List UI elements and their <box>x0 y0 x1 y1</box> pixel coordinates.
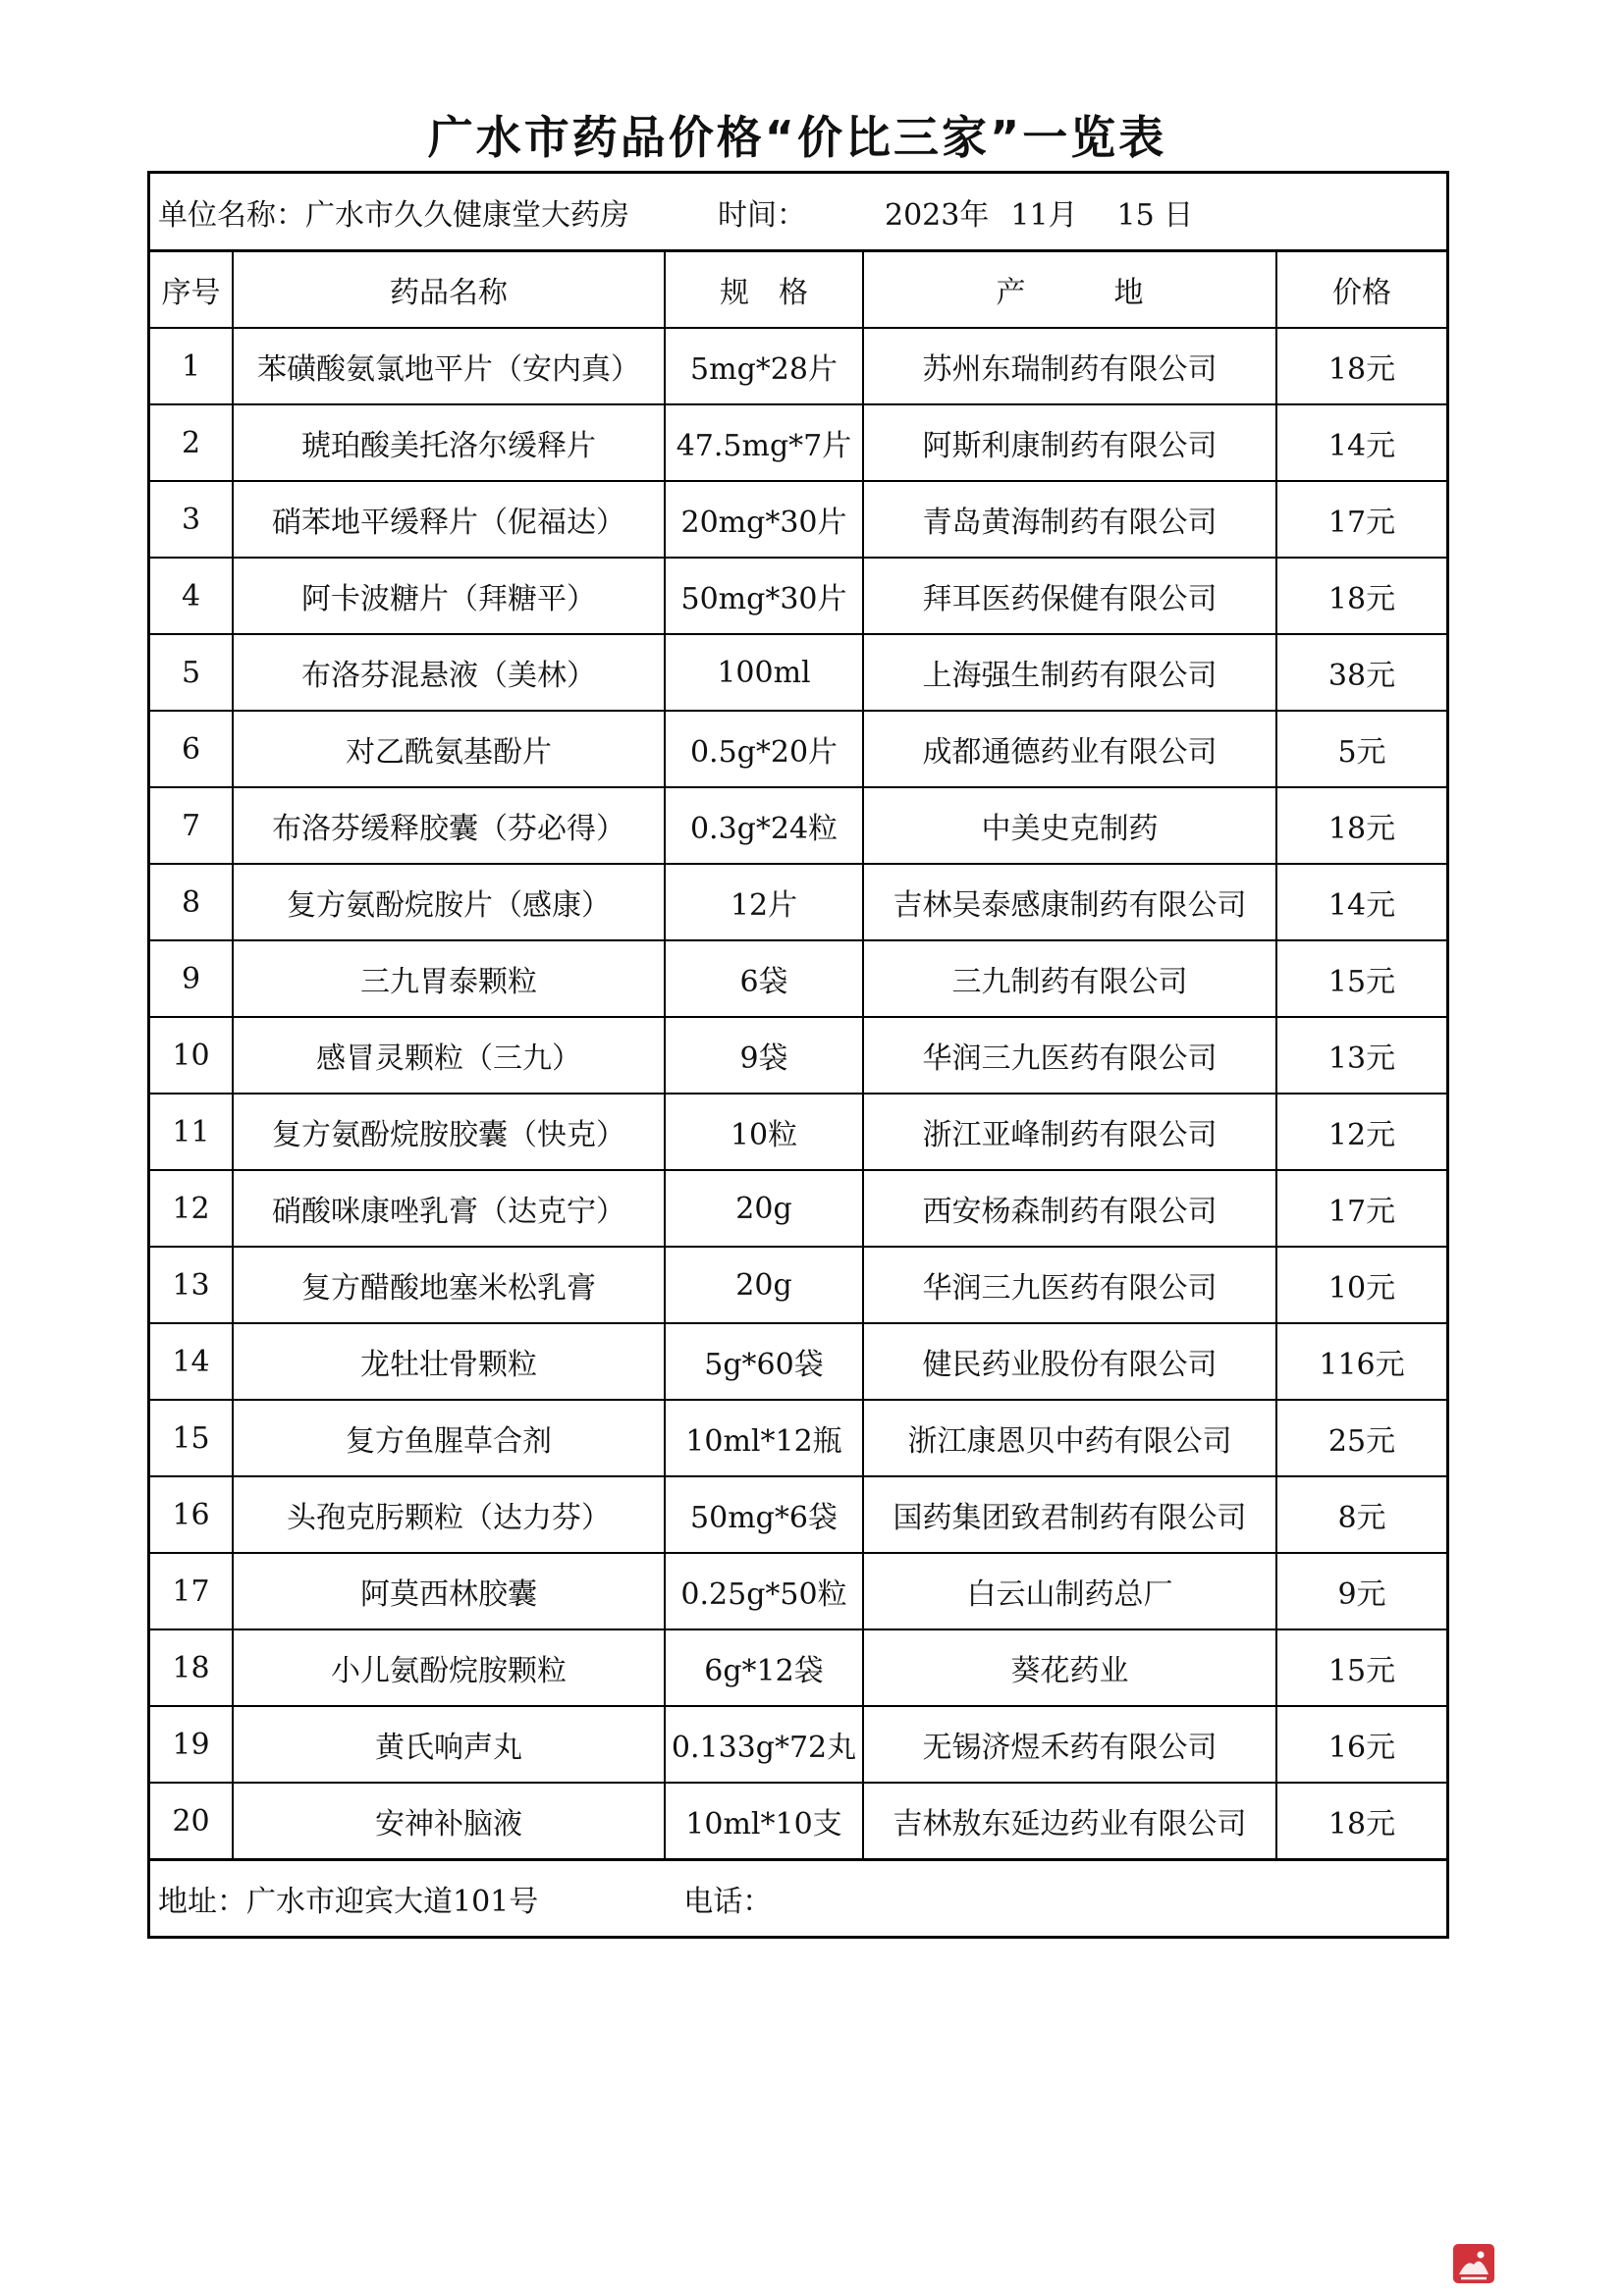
drug-name-cell: 对乙酰氨基酚片 <box>233 711 665 787</box>
origin-cell: 无锡济煜禾药有限公司 <box>863 1706 1276 1783</box>
spec-cell: 20g <box>665 1170 863 1247</box>
price-cell: 17元 <box>1276 1170 1446 1247</box>
price-cell: 18元 <box>1276 558 1446 634</box>
table-row <box>150 1706 1446 1783</box>
price-cell: 18元 <box>1276 1783 1446 1858</box>
table-row <box>150 864 1446 940</box>
column-header-name: 药品名称 <box>233 252 665 328</box>
drug-name-cell: 小儿氨酚烷胺颗粒 <box>233 1629 665 1706</box>
page-title: 广水市药品价格“价比三家”一览表 <box>427 111 1167 164</box>
spec-cell: 0.133g*72丸 <box>665 1706 863 1783</box>
price-table-sheet <box>147 171 1449 1939</box>
price-cell: 17元 <box>1276 481 1446 558</box>
row-number-cell: 18 <box>150 1629 233 1706</box>
spec-cell: 50mg*6袋 <box>665 1476 863 1553</box>
table-row <box>150 940 1446 1017</box>
row-number-cell: 3 <box>150 481 233 558</box>
origin-cell: 国药集团致君制药有限公司 <box>863 1476 1276 1553</box>
origin-cell: 华润三九医药有限公司 <box>863 1247 1276 1323</box>
origin-cell: 浙江亚峰制药有限公司 <box>863 1094 1276 1170</box>
row-number-cell: 1 <box>150 328 233 404</box>
price-cell: 15元 <box>1276 940 1446 1017</box>
drug-name-cell: 布洛芬缓释胶囊（芬必得） <box>233 787 665 864</box>
origin-cell: 苏州东瑞制药有限公司 <box>863 328 1276 404</box>
spec-cell: 20mg*30片 <box>665 481 863 558</box>
price-table <box>150 252 1446 1858</box>
origin-cell: 三九制药有限公司 <box>863 940 1276 1017</box>
drug-name-cell: 感冒灵颗粒（三九） <box>233 1017 665 1094</box>
spec-cell: 0.3g*24粒 <box>665 787 863 864</box>
column-header-price: 价格 <box>1276 252 1446 328</box>
row-number-cell: 9 <box>150 940 233 1017</box>
table-row <box>150 1094 1446 1170</box>
spec-cell: 10粒 <box>665 1094 863 1170</box>
spec-cell: 10ml*12瓶 <box>665 1400 863 1476</box>
table-row <box>150 1323 1446 1400</box>
row-number-cell: 2 <box>150 404 233 481</box>
origin-cell: 中美史克制药 <box>863 787 1276 864</box>
drug-name-cell: 复方氨酚烷胺片（感康） <box>233 864 665 940</box>
row-number-cell: 17 <box>150 1553 233 1629</box>
price-cell: 18元 <box>1276 787 1446 864</box>
column-header-spec: 规 格 <box>665 252 863 328</box>
unit-name: 广水市久久健康堂大药房 <box>305 197 629 233</box>
drug-name-cell: 阿莫西林胶囊 <box>233 1553 665 1629</box>
drug-name-cell: 硝酸咪康唑乳膏（达克宁） <box>233 1170 665 1247</box>
price-cell: 14元 <box>1276 404 1446 481</box>
origin-cell: 拜耳医药保健有限公司 <box>863 558 1276 634</box>
row-number-cell: 7 <box>150 787 233 864</box>
column-header-no: 序号 <box>150 252 233 328</box>
drug-name-cell: 复方鱼腥草合剂 <box>233 1400 665 1476</box>
row-number-cell: 12 <box>150 1170 233 1247</box>
spec-cell: 0.25g*50粒 <box>665 1553 863 1629</box>
phone-label: 电话： <box>683 1885 773 1919</box>
date-day: 15 日 <box>1116 197 1194 233</box>
drug-name-cell: 硝苯地平缓释片（伲福达） <box>233 481 665 558</box>
table-row <box>150 558 1446 634</box>
spec-cell: 5g*60袋 <box>665 1323 863 1400</box>
drug-name-cell: 阿卡波糖片（拜糖平） <box>233 558 665 634</box>
row-number-cell: 15 <box>150 1400 233 1476</box>
price-cell: 10元 <box>1276 1247 1446 1323</box>
price-table-body <box>150 252 1446 1858</box>
origin-cell: 成都通德药业有限公司 <box>863 711 1276 787</box>
drug-name-cell: 复方氨酚烷胺胶囊（快克） <box>233 1094 665 1170</box>
drug-name-cell: 琥珀酸美托洛尔缓释片 <box>233 404 665 481</box>
table-row <box>150 1553 1446 1629</box>
table-row <box>150 328 1446 404</box>
origin-cell: 健民药业股份有限公司 <box>863 1323 1276 1400</box>
price-cell: 8元 <box>1276 1476 1446 1553</box>
table-row <box>150 711 1446 787</box>
row-number-cell: 13 <box>150 1247 233 1323</box>
table-row <box>150 1629 1446 1706</box>
origin-cell: 西安杨森制药有限公司 <box>863 1170 1276 1247</box>
origin-cell: 吉林吴泰感康制药有限公司 <box>863 864 1276 940</box>
publisher-logo-icon <box>1451 2243 1496 2284</box>
price-cell: 16元 <box>1276 1706 1446 1783</box>
row-number-cell: 20 <box>150 1783 233 1858</box>
table-row <box>150 404 1446 481</box>
spec-cell: 100ml <box>665 634 863 711</box>
unit-info-row <box>150 174 1446 252</box>
table-row <box>150 1247 1446 1323</box>
row-number-cell: 14 <box>150 1323 233 1400</box>
drug-name-cell: 黄氏响声丸 <box>233 1706 665 1783</box>
origin-cell: 吉林敖东延边药业有限公司 <box>863 1783 1276 1858</box>
row-number-cell: 6 <box>150 711 233 787</box>
origin-cell: 华润三九医药有限公司 <box>863 1017 1276 1094</box>
origin-cell: 浙江康恩贝中药有限公司 <box>863 1400 1276 1476</box>
date-month: 11月 <box>1010 197 1078 233</box>
price-cell: 13元 <box>1276 1017 1446 1094</box>
spec-cell: 0.5g*20片 <box>665 711 863 787</box>
origin-cell: 阿斯利康制药有限公司 <box>863 404 1276 481</box>
price-cell: 9元 <box>1276 1553 1446 1629</box>
price-cell: 15元 <box>1276 1629 1446 1706</box>
unit-label: 单位名称： <box>158 197 305 233</box>
table-row <box>150 1476 1446 1553</box>
origin-cell: 青岛黄海制药有限公司 <box>863 481 1276 558</box>
column-header-origin: 产 地 <box>863 252 1276 328</box>
price-cell: 18元 <box>1276 328 1446 404</box>
drug-name-cell: 苯磺酸氨氯地平片（安内真） <box>233 328 665 404</box>
row-number-cell: 10 <box>150 1017 233 1094</box>
drug-name-cell: 安神补脑液 <box>233 1783 665 1858</box>
table-row <box>150 1017 1446 1094</box>
row-number-cell: 11 <box>150 1094 233 1170</box>
drug-name-cell: 头孢克肟颗粒（达力芬） <box>233 1476 665 1553</box>
price-cell: 12元 <box>1276 1094 1446 1170</box>
footer-info-row <box>150 1858 1446 1936</box>
drug-name-cell: 三九胃泰颗粒 <box>233 940 665 1017</box>
row-number-cell: 5 <box>150 634 233 711</box>
origin-cell: 葵花药业 <box>863 1629 1276 1706</box>
spec-cell: 5mg*28片 <box>665 328 863 404</box>
table-row <box>150 481 1446 558</box>
drug-name-cell: 布洛芬混悬液（美林） <box>233 634 665 711</box>
price-cell: 14元 <box>1276 864 1446 940</box>
spec-cell: 9袋 <box>665 1017 863 1094</box>
origin-cell: 上海强生制药有限公司 <box>863 634 1276 711</box>
address-value: 广水市迎宾大道101号 <box>246 1885 539 1919</box>
drug-name-cell: 复方醋酸地塞米松乳膏 <box>233 1247 665 1323</box>
row-number-cell: 8 <box>150 864 233 940</box>
row-number-cell: 4 <box>150 558 233 634</box>
row-number-cell: 16 <box>150 1476 233 1553</box>
price-cell: 38元 <box>1276 634 1446 711</box>
table-row <box>150 634 1446 711</box>
spec-cell: 47.5mg*7片 <box>665 404 863 481</box>
table-row <box>150 1400 1446 1476</box>
origin-cell: 白云山制药总厂 <box>863 1553 1276 1629</box>
address-label: 地址： <box>158 1885 246 1919</box>
spec-cell: 6袋 <box>665 940 863 1017</box>
spec-cell: 6g*12袋 <box>665 1629 863 1706</box>
time-label: 时间： <box>718 197 806 233</box>
row-number-cell: 19 <box>150 1706 233 1783</box>
table-row <box>150 1170 1446 1247</box>
spec-cell: 50mg*30片 <box>665 558 863 634</box>
date-year: 2023年 <box>885 197 990 233</box>
spec-cell: 12片 <box>665 864 863 940</box>
table-header-row <box>150 252 1446 328</box>
drug-name-cell: 龙牡壮骨颗粒 <box>233 1323 665 1400</box>
spec-cell: 20g <box>665 1247 863 1323</box>
table-row <box>150 787 1446 864</box>
spec-cell: 10ml*10支 <box>665 1783 863 1858</box>
table-row <box>150 1783 1446 1858</box>
price-cell: 116元 <box>1276 1323 1446 1400</box>
price-cell: 25元 <box>1276 1400 1446 1476</box>
price-cell: 5元 <box>1276 711 1446 787</box>
